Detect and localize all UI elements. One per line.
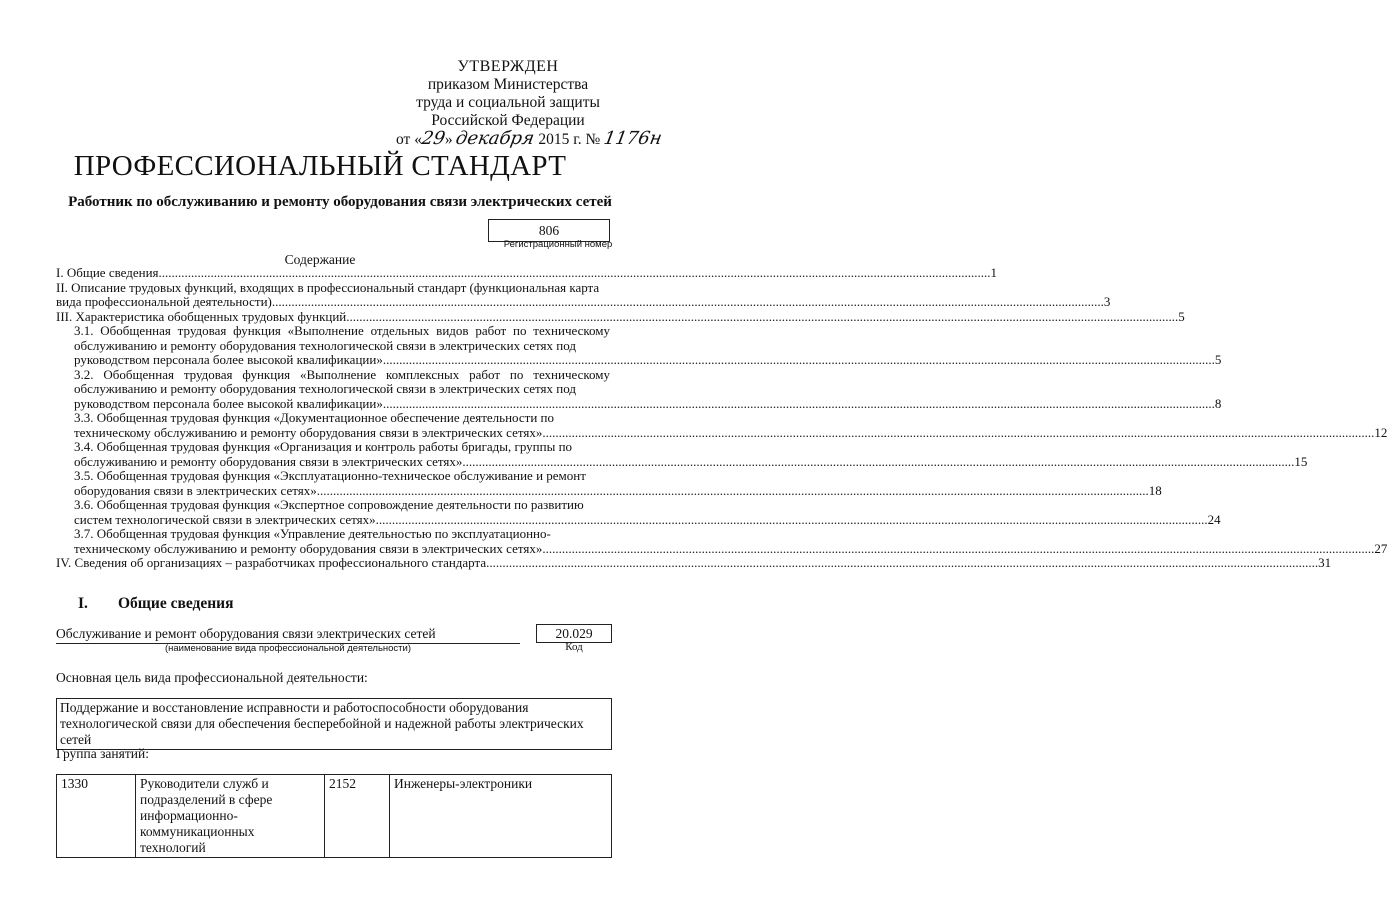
approval-line-2: труда и социальной защиты: [416, 94, 600, 111]
goal-label: Основная цель вида профессиональной деятельности:: [56, 670, 368, 685]
registration-number-label: Регистрационный номер: [503, 239, 613, 250]
activity-code-label: Код: [565, 641, 583, 653]
toc-item-page: 24: [1207, 511, 1221, 527]
approval-year: 2015 г. №: [538, 131, 601, 148]
toc-item-page: 27: [1374, 540, 1387, 556]
section-number: I.: [78, 595, 88, 612]
goal-text-box: Поддержание и восстановление исправности и работоспособности оборудования технологической связи для обеспечения бесперебойной и надежной работы электрических сетей: [56, 698, 612, 750]
toc-item-page: 5: [1214, 352, 1222, 367]
activity-name: Обслуживание и ремонт оборудования связи электрических сетей: [56, 626, 520, 644]
toc-item[interactable]: 3.7. Обобщенная трудовая функция «Управление деятельностью по эксплуатационно- техническому обслуживанию и ремонту оборудования связи в электрических сетях» ..... 27: [56, 527, 610, 556]
approval-line-3: Российской Федерации: [431, 112, 585, 129]
occupation-name: Руководители служб и подразделений в сфере информационно-коммуникационных технологий: [136, 775, 325, 858]
approval-month: декабря: [454, 128, 537, 149]
toc-heading: Содержание: [284, 252, 356, 267]
section-title: Общие сведения: [118, 595, 234, 612]
toc-item-text: IV. Сведения об организациях – разработчиках профессионального стандарта: [56, 555, 487, 570]
approval-date-line: [396, 128, 662, 149]
toc-item-text: III. Характеристика обобщенных трудовых функций: [56, 308, 347, 324]
occupation-name: Инженеры-электроники: [390, 775, 612, 858]
toc-item-text: I. Общие сведения: [56, 265, 159, 280]
occupation-code: 1330: [57, 775, 136, 858]
toc-item-page: 8: [1214, 395, 1222, 411]
registration-number-box: 806: [488, 219, 610, 242]
toc-item-page: 1: [990, 265, 998, 280]
activity-note: (наименование вида профессиональной деятельности): [164, 643, 412, 654]
activity-code-box: 20.029: [536, 624, 612, 643]
toc-item[interactable]: 3.2. Обобщенная трудовая функция «Выполнение комплексных работ по техническому обслуживанию и ремонту оборудования технологической связи в электрических сетях под руководством персонала более высокой квалификации» ..... 8: [56, 368, 610, 412]
toc-item[interactable]: 3.5. Обобщенная трудовая функция «Эксплуатационно-техническое обслуживание и ремонт оборудования связи в электрических сетях» ..... 18: [56, 469, 610, 498]
approval-close-quote: »: [444, 131, 453, 148]
toc-item[interactable]: 3.1. Обобщенная трудовая функция «Выполнение отдельных видов работ по техническому обслуживанию и ремонту оборудования технологической связи в электрических сетях под руководством персонала более высокой квалификации» ..... 5: [56, 324, 610, 368]
toc-item-page: 5: [1178, 308, 1185, 324]
occupation-group-label: Группа занятий:: [56, 746, 149, 761]
toc-item-page: 31: [1318, 555, 1332, 570]
toc-item[interactable]: [56, 265, 998, 281]
toc-item[interactable]: 3.4. Обобщенная трудовая функция «Организация и контроль работы бригады, группы по обслуживанию и ремонту оборудования связи в электрических сетях» ..... 15: [56, 440, 610, 469]
table-of-contents: [56, 265, 1387, 571]
approval-block: [388, 58, 628, 130]
document-title: ПРОФЕССИОНАЛЬНЫЙ СТАНДАРТ: [73, 150, 567, 182]
approval-heading: УТВЕРЖДЕН: [457, 58, 559, 75]
document-subtitle: Работник по обслуживанию и ремонту оборудования связи электрических сетей: [68, 194, 612, 210]
approval-day: 29: [420, 128, 447, 149]
toc-item[interactable]: [56, 308, 1185, 325]
approval-number: 1176н: [602, 128, 664, 149]
toc-item-page: 3: [1103, 294, 1111, 309]
approval-line-1: приказом Министерства: [427, 76, 589, 93]
toc-item-page: 12: [1374, 424, 1387, 440]
toc-item[interactable]: 3.6. Обобщенная трудовая функция «Экспертное сопровождение деятельности по развитию систем технологической связи в электрических сетях» ..... 24: [56, 498, 610, 527]
toc-item-text: II. Описание трудовых функций, входящих в профессиональный стандарт (функциональная карта: [56, 279, 600, 295]
toc-item[interactable]: [56, 555, 1332, 571]
toc-item[interactable]: II. Описание трудовых функций, входящих в профессиональный стандарт (функциональная карта вида профессиональной деятельности) ..... 3: [56, 281, 610, 310]
occupation-group-table: [56, 774, 612, 858]
toc-item[interactable]: 3.3. Обобщенная трудовая функция «Документационное обеспечение деятельности по техническому обслуживанию и ремонту оборудования связи в электрических сетях» ..... 12: [56, 411, 610, 440]
toc-item-page: 15: [1294, 453, 1308, 469]
table-row: [57, 775, 612, 858]
toc-item-page: 18: [1148, 482, 1162, 498]
approval-from-label: от «: [396, 131, 422, 148]
occupation-code: 2152: [325, 775, 390, 858]
section-heading: [78, 595, 233, 613]
